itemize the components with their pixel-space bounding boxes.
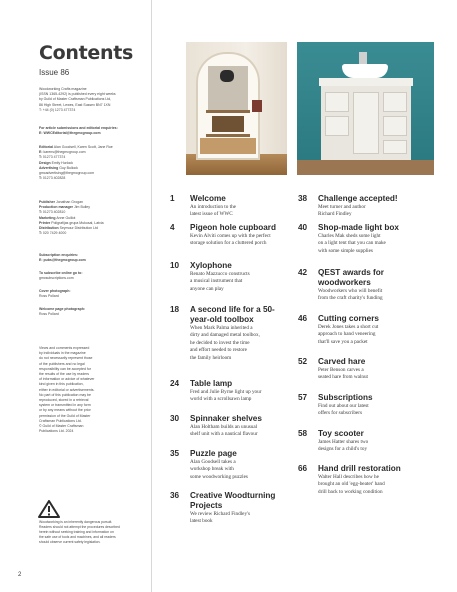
warning-line: the safe use of tools and machines, and all readers [39, 535, 116, 539]
entry-page: 58 [298, 429, 308, 438]
entry-page: 57 [298, 393, 308, 402]
subscribe-heading: To subscribe online go to: [39, 271, 83, 275]
contents-column-right [298, 194, 438, 496]
contents-entry[interactable] [170, 414, 287, 449]
safety-warning [39, 520, 147, 545]
contents-entry[interactable] [298, 393, 438, 429]
subscription-email[interactable]: E: pubs@thegmcgroup.com [39, 258, 86, 263]
entry-title: Toy scooter [318, 429, 364, 438]
entry-desc: An introduction to the latest issue of WWC [190, 204, 236, 218]
entry-page: 38 [298, 194, 308, 203]
entry-desc: When Mark Palma inherited a dirty and damaged metal toolbox, he decided to invest the time and effort needed to restore the family heirloom [190, 325, 260, 361]
contents-entry[interactable] [170, 194, 287, 223]
staff-line: E: karens@thegmcgroup.com [39, 150, 86, 155]
staff-line: gmcadvertising@thegmcgroup.com [39, 171, 95, 176]
disclaimer-line: or by any means without the prior [39, 408, 91, 413]
entry-title: Table lamp [190, 379, 233, 388]
subscription-heading: Subscription enquiries: [39, 253, 79, 257]
entry-title: Spinnaker shelves [190, 414, 262, 423]
subscription-info [39, 253, 147, 263]
disclaimer-line: © Guild of Master Craftsman [39, 424, 84, 429]
disclaimer-line: kind given in this publication, [39, 382, 84, 387]
contents-entry[interactable] [170, 491, 287, 526]
entry-page: 4 [170, 223, 175, 232]
disclaimer-line: of the publishers and no legal [39, 361, 85, 366]
submissions-email[interactable]: E: WWCEditorial@thegmcgroup.com [39, 131, 101, 136]
warning-line: herein without seeking training and information on [39, 530, 114, 534]
contents-column-left [170, 194, 287, 526]
welcome-photographer: Ross Pollard [39, 312, 59, 317]
entry-title: Puzzle page [190, 449, 237, 458]
disclaimer-line: the results of the use by readers [39, 372, 89, 377]
contents-entry[interactable] [298, 268, 438, 314]
contents-entry[interactable] [170, 261, 287, 305]
entry-title: Carved hare [318, 357, 366, 366]
entry-page: 1 [170, 194, 175, 203]
production-list [39, 200, 147, 236]
entry-title: Challenge accepted! [318, 194, 398, 203]
disclaimer-line: either in editorial or advertisements. [39, 387, 95, 392]
page-number: 2 [18, 572, 22, 578]
entry-page: 30 [170, 414, 180, 423]
welcome-heading: Welcome page photograph: [39, 307, 86, 311]
disclaimer-line: Publications Ltd. 2024 [39, 429, 74, 434]
entry-page: 52 [298, 357, 308, 366]
disclaimer-line: reproduced, stored in a retrieval [39, 398, 89, 403]
contents-entry[interactable] [298, 223, 438, 268]
publication-line: T: +44 (0) 1273 477374 [39, 107, 76, 112]
entry-title: Hand drill restoration [318, 464, 401, 473]
contents-entry[interactable] [170, 305, 287, 379]
submissions-heading: For article submissions and editorial enquiries: [39, 126, 118, 130]
contents-entry[interactable] [298, 464, 438, 496]
disclaimer-line: of information or advice of whatever [39, 377, 95, 382]
contents-entry[interactable] [298, 357, 438, 393]
staff-line: Advertising Guy Bullock [39, 165, 78, 170]
entry-page: 36 [170, 491, 180, 500]
entry-desc: We review Richard Findley's latest book [190, 511, 251, 525]
disclaimer-line: responsibility can be accepted for [39, 366, 91, 371]
warning-line: Readers should not attempt the procedures described [39, 525, 120, 529]
warning-line: Woodworking is an inherently dangerous pursuit. [39, 520, 113, 524]
entry-desc: Derek Jones takes a short cut approach to hand veneering that'll save you a packet [318, 324, 379, 345]
entry-title: Pigeon hole cupboard [190, 223, 276, 232]
entry-page: 18 [170, 305, 180, 314]
production-line: T: 01273 402810 [39, 210, 66, 215]
publication-line: Woodworking Crafts magazine [39, 87, 87, 91]
subscribe-url[interactable]: gmcsubscriptions.com [39, 276, 74, 281]
entry-desc: Peter Benson carves a seated hare from walnut [318, 367, 368, 381]
contents-entry[interactable] [170, 223, 287, 261]
staff-line: Editorial Alan Goodsell, Karen Scott, Jane Roe [39, 145, 113, 149]
publication-line: by Guild of Master Craftsman Publications Ltd, [39, 97, 112, 102]
entry-page: 40 [298, 223, 308, 232]
welcome-credit [39, 307, 147, 317]
entry-title: Shop-made light box [318, 223, 399, 232]
production-line: Distribution Seymour Distribution Ltd [39, 226, 98, 231]
entry-desc: Alan Goodsell takes a workshop break with some woodworking puzzles [190, 459, 248, 480]
publication-line: (ISSN 1365-4292) is published every eight weeks [39, 92, 116, 97]
masthead-column [0, 0, 152, 592]
submissions-info [39, 126, 147, 136]
staff-line: T: 01273 477374 [39, 155, 66, 160]
disclaimer-line: permission of the Guild of Master [39, 413, 91, 418]
subscribe-info [39, 271, 147, 281]
cover-photographer: Ross Pollard [39, 294, 59, 299]
entry-desc: Find out about our latest offers for subscribers [318, 403, 369, 417]
production-line: Printer Poligrafijas grupa Mukusal, Latvia [39, 220, 104, 225]
entry-title: Cutting corners [318, 314, 379, 323]
cabinet-photo [297, 42, 434, 175]
entry-desc: Alan Holtham builds an unusual shelf unit with a nautical flavour [190, 424, 258, 438]
warning-line: should observe current safety legislation. [39, 540, 101, 544]
entry-desc: Woodworkers who will benefit from the craft charity's funding [318, 288, 383, 302]
disclaimer-line: system or transmitted in any form [39, 403, 91, 408]
warning-triangle-icon [38, 500, 60, 518]
entry-page: 35 [170, 449, 180, 458]
page-title: Contents [39, 42, 134, 64]
contents-entry[interactable] [170, 449, 287, 491]
issue-number: Issue 86 [39, 68, 70, 77]
disclaimer-line: do not necessarily represent those [39, 356, 93, 361]
disclaimer-line: No part of this publication may be [39, 392, 91, 397]
cover-heading: Cover photograph: [39, 289, 71, 293]
staff-list [39, 145, 147, 181]
publication-info [39, 87, 147, 113]
entry-desc: Meet turner and author Richard Findley [318, 204, 366, 218]
entry-page: 66 [298, 464, 308, 473]
cover-credit [39, 289, 147, 299]
entry-desc: Renato Mazzucco constructs a musical instrument that anyone can play [190, 271, 250, 292]
contents-entry[interactable] [298, 429, 438, 464]
entry-title: Subscriptions [318, 393, 373, 402]
entry-page: 24 [170, 379, 180, 388]
entry-title: QEST awards for woodworkers [318, 268, 384, 287]
disclaimer-line: Views and comments expressed [39, 346, 90, 350]
staff-line: T: 01273 402828 [39, 176, 66, 181]
publication-line: 86 High Street, Lewes, East Sussex BN7 1XN [39, 102, 111, 107]
contents-entry[interactable] [298, 194, 438, 223]
production-line: Marketing Anne Guillot [39, 215, 76, 220]
entry-page: 46 [298, 314, 308, 323]
production-line: T: 020 7429 4000 [39, 231, 67, 236]
cupboard-photo [186, 42, 287, 175]
entry-page: 42 [298, 268, 308, 277]
entry-desc: James Hatter shares two designs for a child's toy [318, 439, 369, 453]
entry-desc: Walter Hall describes how he brought an old 'egg-beater' hand drill back to working condition [318, 474, 385, 495]
entry-title: A second life for a 50-year-old toolbox [190, 305, 275, 324]
entry-desc: Fred and Julie Byrne light up your world with a scrollsawn lamp [190, 389, 262, 403]
disclaimer-line: by individuals in the magazine [39, 351, 86, 356]
staff-line: Design Emily Hurlock [39, 160, 74, 165]
contents-entry[interactable] [298, 314, 438, 357]
production-line: Production manager Jim Bulley [39, 205, 90, 210]
entry-title: Xylophone [190, 261, 232, 270]
contents-entry[interactable] [170, 379, 287, 414]
disclaimer-line: Craftsman Publications Ltd. [39, 418, 82, 423]
entry-desc: Kevin Alviti comes up with the perfect storage solution for a cluttered porch [190, 233, 271, 247]
entry-desc: Charles Mak sheds some light on a light tent that you can make with some simple supplies [318, 233, 386, 254]
entry-title: Welcome [190, 194, 226, 203]
entry-title: Creative Woodturning Projects [190, 491, 276, 510]
entry-page: 10 [170, 261, 180, 270]
disclaimer [39, 346, 147, 434]
production-line: Publisher Jonathan Grogan [39, 200, 83, 204]
